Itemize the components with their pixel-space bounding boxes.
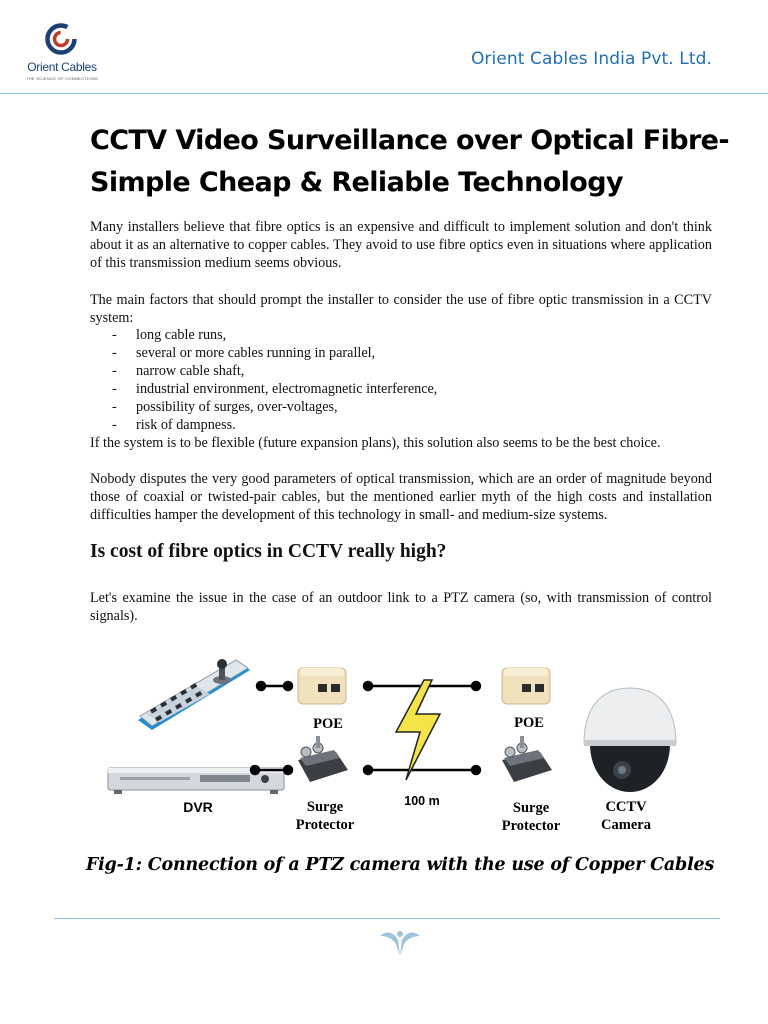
- intro-paragraph: Many installers believe that fibre optics is an expensive and difficult to implement solution and don't think about it as an alternative to copper cables. They avoid to use fibre optics even in situations where application of this transmission medium seems obvious.: [90, 219, 712, 271]
- dvr-label: DVR: [183, 799, 213, 815]
- list-item: - several or more cables running in parallel,: [112, 345, 376, 361]
- header-divider: [0, 93, 768, 94]
- page-header: [0, 0, 768, 96]
- factors-list: [90, 326, 712, 434]
- title-line-2: Simple Cheap & Reliable Technology: [90, 167, 623, 198]
- poe-left-label: POE: [313, 716, 343, 732]
- surge-right-label: Surge Protector: [501, 800, 561, 834]
- logo-name: Orient Cables: [27, 60, 97, 74]
- factors-intro-paragraph: The main factors that should prompt the installer to consider the use of fibre optic transmission in a CCTV system:: [90, 292, 712, 326]
- orient-cables-logo: [22, 22, 102, 84]
- list-item: - risk of dampness.: [112, 417, 236, 433]
- list-item: - long cable runs,: [112, 327, 227, 343]
- page-title: [90, 120, 730, 204]
- section-heading: Is cost of fibre optics in CCTV really high?: [90, 541, 447, 562]
- surge-protector-icon: [502, 736, 552, 782]
- camera-label: CCTV Camera: [601, 799, 651, 833]
- examine-paragraph: Let's examine the issue in the case of an outdoor link to a PTZ camera (so, with transmission of control signals).: [90, 590, 712, 624]
- footer-ornament-icon: [376, 926, 424, 962]
- title-line-1: CCTV Video Surveillance over Optical Fibre-: [90, 125, 729, 156]
- figure-caption: Fig-1: Connection of a PTZ camera with the use of Copper Cables: [85, 855, 715, 875]
- logo-mark-icon: [44, 22, 78, 56]
- ptz-camera-icon: [584, 688, 676, 792]
- company-name: Orient Cables India Pvt. Ltd.: [470, 49, 712, 69]
- keyboard-poe-link: [251, 682, 292, 774]
- parameters-paragraph: Nobody disputes the very good parameters of optical transmission, which are an order of magnitude beyond those of coaxial or twisted-pair cables, but the mentioned earlier myth of the high costs and installation difficulties hamper the development of this technology in small- and medium-size systems.: [90, 471, 712, 523]
- list-item: - narrow cable shaft,: [112, 363, 245, 379]
- surge-left-label: Surge Protector: [295, 799, 355, 833]
- lightning-icon: [396, 680, 440, 780]
- poe-adapter-icon: [502, 668, 550, 704]
- flexible-paragraph: If the system is to be flexible (future expansion plans), this solution also seems to be the best choice.: [90, 435, 661, 451]
- surge-protector-icon: [298, 736, 348, 782]
- poe-adapter-icon: [298, 668, 346, 704]
- connection-diagram: [0, 640, 768, 850]
- distance-label: 100 m: [404, 794, 440, 808]
- keyboard-controller-icon: [138, 659, 250, 730]
- footer-divider: [54, 918, 720, 919]
- list-item: - possibility of surges, over-voltages,: [112, 399, 338, 415]
- logo-tagline: THE SCIENCE OF CONNECTIONS: [25, 76, 99, 81]
- poe-right-label: POE: [514, 715, 544, 731]
- list-item: - industrial environment, electromagnetic interference,: [112, 381, 438, 397]
